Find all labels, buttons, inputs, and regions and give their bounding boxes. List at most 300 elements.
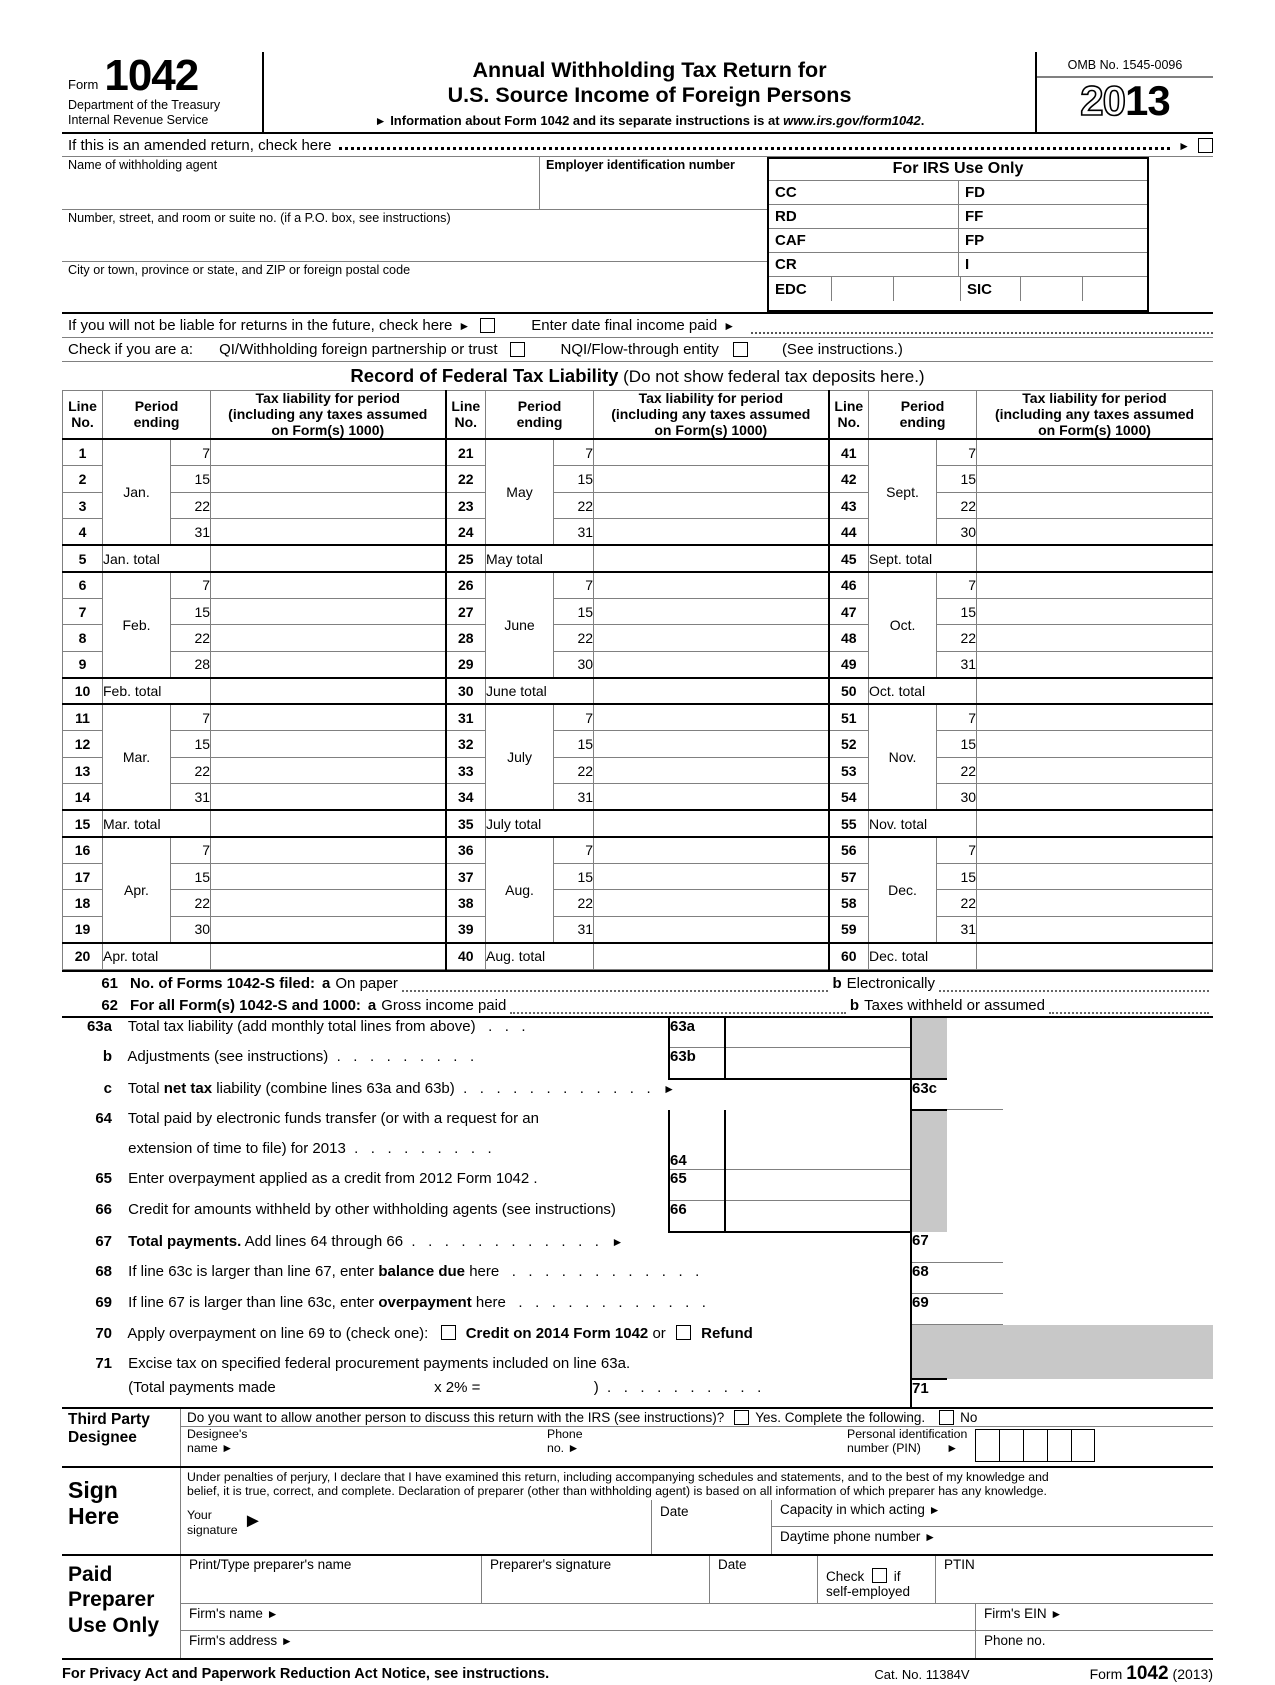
ein-field[interactable]: [539, 157, 767, 209]
line-number-cell: 7: [63, 598, 103, 625]
line-number-cell: 4: [63, 519, 103, 546]
future-liability-checkbox[interactable]: [480, 318, 495, 333]
pin-box[interactable]: [975, 1429, 999, 1462]
form-identity-block: [62, 52, 262, 132]
line-66-text: Credit for amounts withheld by other withholding agents (see instructions): [128, 1200, 616, 1218]
pin-box[interactable]: [999, 1429, 1023, 1462]
irs-sic-cell-2[interactable]: [1082, 277, 1147, 301]
monthly-total-input[interactable]: [977, 810, 1213, 837]
line-65-amount-input[interactable]: [725, 1170, 911, 1201]
tax-liability-input[interactable]: [211, 598, 446, 625]
preparer-label-line-1: Paid: [68, 1563, 113, 1587]
empty-cell: [1003, 1379, 1213, 1407]
paid-preparer-section: [62, 1554, 1213, 1658]
preparer-print-name-field[interactable]: [181, 1556, 481, 1603]
line-64-label-cell-1: [62, 1110, 669, 1140]
shaded-cell: [947, 1355, 1213, 1379]
month-cell: May: [486, 439, 554, 545]
line-63c-label-cell: [62, 1079, 911, 1110]
line-69-row: [62, 1294, 1213, 1325]
line-63c-amount-input[interactable]: [947, 1079, 1003, 1110]
line-number-cell: 5: [63, 545, 103, 572]
tax-liability-input[interactable]: [977, 890, 1213, 917]
empty-cell: [1003, 1263, 1213, 1294]
line-63c-row: [62, 1079, 1213, 1110]
tax-liability-input[interactable]: [594, 598, 829, 625]
withholding-agent-name-label: Name of withholding agent: [68, 158, 218, 173]
line-61a-marker: a: [322, 974, 331, 992]
arrow-right-icon: ►: [611, 1234, 624, 1249]
monthly-total-input[interactable]: [211, 678, 446, 705]
tax-liability-input[interactable]: [977, 731, 1213, 758]
line-number-cell: 12: [63, 731, 103, 758]
line-number-cell: 44: [829, 519, 869, 546]
line-63b-box-label: 63b: [669, 1048, 725, 1079]
ein-label: Employer identification number: [546, 158, 735, 173]
line-68-box-label: 68: [911, 1263, 947, 1294]
tax-liability-input[interactable]: [594, 439, 829, 466]
irs-sic-cell-1[interactable]: [1020, 277, 1082, 301]
line-number-cell: 23: [446, 492, 486, 519]
firm-name-field[interactable]: [181, 1604, 975, 1630]
final-income-date-input[interactable]: [751, 322, 1213, 334]
month-total-label: Sept. total: [869, 545, 977, 572]
tax-liability-input[interactable]: [977, 784, 1213, 811]
tax-liability-input[interactable]: [977, 572, 1213, 599]
tax-liability-input[interactable]: [211, 890, 446, 917]
irs-edc-cell-1[interactable]: [831, 277, 893, 301]
tax-liability-input[interactable]: [211, 439, 446, 466]
irs-row-caf-fp: [769, 229, 1147, 253]
line-number-cell: 17: [63, 863, 103, 890]
tax-liability-input[interactable]: [211, 784, 446, 811]
third-party-no-checkbox[interactable]: [939, 1410, 954, 1425]
pin-box[interactable]: [1071, 1429, 1095, 1462]
tax-liability-input[interactable]: [594, 890, 829, 917]
arrow-right-icon: ►: [924, 1530, 936, 1545]
tax-liability-input[interactable]: [211, 651, 446, 678]
preparer-print-name-label: Print/Type preparer's name: [189, 1557, 352, 1573]
line-67-bold: Total payments.: [128, 1232, 242, 1250]
footer-form-number: 1042: [1126, 1663, 1169, 1685]
tax-liability-input[interactable]: [594, 837, 829, 864]
sign-here-section: [62, 1466, 1213, 1555]
street-field[interactable]: [62, 210, 767, 262]
tax-liability-input[interactable]: [211, 572, 446, 599]
line-number-cell: 59: [829, 916, 869, 943]
tax-liability-input[interactable]: [211, 731, 446, 758]
self-employed-label: self-employed: [826, 1584, 911, 1600]
tax-liability-input[interactable]: [594, 731, 829, 758]
month-total-label: Aug. total: [486, 943, 594, 970]
tax-liability-input[interactable]: [594, 916, 829, 943]
paid-preparer-body: [180, 1556, 1213, 1658]
tax-liability-input[interactable]: [977, 519, 1213, 546]
month-cell: Nov.: [869, 704, 937, 810]
empty-cell: [1003, 1170, 1213, 1201]
month-total-label: Nov. total: [869, 810, 977, 837]
irs-row-edc-sic: [769, 277, 1147, 301]
line-70-label-cell: [62, 1325, 911, 1355]
irs-row-cr-i: [769, 253, 1147, 277]
tax-liability-input[interactable]: [594, 704, 829, 731]
line-71-paren: ): [593, 1378, 599, 1396]
arrow-right-icon: ►: [723, 318, 736, 333]
day-cell: 31: [554, 519, 594, 546]
line-66-number: 66: [95, 1200, 112, 1218]
city-field[interactable]: [62, 262, 767, 312]
table-total-row: [63, 545, 1213, 572]
tax-liability-input[interactable]: [594, 519, 829, 546]
line-number-cell: 56: [829, 837, 869, 864]
designee-name-field[interactable]: [181, 1427, 543, 1466]
day-cell: 7: [937, 704, 977, 731]
sign-date-field[interactable]: [651, 1500, 771, 1554]
arrow-right-icon: ►: [567, 1441, 580, 1456]
footer-form-year: (2013): [1172, 1666, 1213, 1683]
line-68-number: 68: [95, 1262, 112, 1280]
line-62-number: 62: [101, 996, 118, 1014]
line-71-number: 71: [95, 1354, 112, 1372]
leader-dots: . . . . . . . . . .: [602, 1378, 762, 1396]
tax-liability-input[interactable]: [211, 837, 446, 864]
table-total-row: [63, 943, 1213, 970]
line-68-text-2: here: [465, 1262, 500, 1280]
self-employed-check-row: [826, 1568, 935, 1584]
entity-type-row: [62, 338, 1213, 362]
record-section-title: [62, 362, 1213, 390]
line-71-box-label: 71: [911, 1379, 947, 1407]
tax-liability-input[interactable]: [594, 492, 829, 519]
day-cell: 31: [554, 784, 594, 811]
empty-cell: [1003, 1017, 1213, 1048]
line-63a-row: [62, 1017, 1213, 1048]
tax-liability-input[interactable]: [977, 704, 1213, 731]
tax-liability-input[interactable]: [594, 863, 829, 890]
tax-liability-input[interactable]: [977, 757, 1213, 784]
nqi-label: NQI/Flow-through entity: [560, 341, 719, 359]
line-62a-label: Gross income paid: [381, 996, 507, 1014]
name-ein-row: [62, 157, 767, 210]
col-header-tax-liability: Tax liability for period (including any taxes assumed on Form(s) 1000): [594, 391, 829, 440]
line-65-row: [62, 1170, 1213, 1201]
form-number: 1042: [104, 51, 199, 100]
tax-liability-input[interactable]: [211, 863, 446, 890]
designee-pin-boxes[interactable]: [975, 1429, 1095, 1462]
line-70-credit-label: Credit on 2014 Form 1042: [465, 1324, 649, 1342]
designee-phone-field[interactable]: [543, 1427, 843, 1466]
line-61b-input[interactable]: [939, 978, 1209, 992]
line-69-amount-input[interactable]: [947, 1294, 1003, 1325]
line-63c-text-1: Total: [127, 1079, 164, 1097]
line-63b-text: Adjustments (see instructions): [127, 1047, 329, 1065]
line-66-label-cell: [62, 1201, 669, 1232]
day-cell: 31: [554, 916, 594, 943]
street-label: Number, street, and room or suite no. (if a P.O. box, see instructions): [68, 211, 451, 226]
line-64-box-label: 64: [669, 1140, 725, 1170]
line-61a-input[interactable]: [402, 978, 829, 992]
line-62b-input[interactable]: [1049, 1000, 1209, 1014]
address-column: [62, 157, 767, 312]
leader-dots: . . . . . . . . . . . .: [458, 1079, 659, 1097]
preparer-top-row: [181, 1556, 1213, 1604]
day-cell: 7: [171, 704, 211, 731]
day-cell: 15: [554, 731, 594, 758]
monthly-total-input[interactable]: [594, 678, 829, 705]
line-71-row-a: [62, 1355, 1213, 1379]
col-header-line-no: Line No.: [63, 391, 103, 440]
line-number-cell: 8: [63, 625, 103, 652]
form-word-label: Form: [68, 77, 99, 93]
irs-use-only-box: [767, 157, 1149, 312]
month-cell: Mar.: [103, 704, 171, 810]
line-64-row-a: [62, 1110, 1213, 1140]
month-total-label: Oct. total: [869, 678, 977, 705]
monthly-total-input[interactable]: [594, 545, 829, 572]
tax-year-suffix: 13: [1125, 77, 1170, 124]
arrow-right-icon: ►: [458, 318, 471, 333]
table-row: [63, 863, 1213, 890]
line-71-label-cell-1: [62, 1355, 911, 1379]
third-party-no-label: No: [960, 1409, 978, 1425]
tax-liability-input[interactable]: [211, 916, 446, 943]
day-cell: 22: [554, 757, 594, 784]
day-cell: 30: [171, 916, 211, 943]
tax-liability-input[interactable]: [211, 519, 446, 546]
tax-liability-input[interactable]: [977, 466, 1213, 493]
shaded-cell: [911, 1110, 947, 1140]
preparer-signature-field[interactable]: [481, 1556, 709, 1603]
shaded-cell: [911, 1201, 947, 1232]
line-62b-label: Taxes withheld or assumed: [864, 996, 1045, 1014]
day-cell: 7: [937, 837, 977, 864]
month-cell: Dec.: [869, 837, 937, 943]
empty-cell: [947, 1017, 1003, 1048]
day-cell: 31: [171, 519, 211, 546]
nqi-checkbox[interactable]: [733, 342, 748, 357]
line-69-number: 69: [95, 1293, 112, 1311]
day-cell: 22: [171, 625, 211, 652]
tax-year: [1037, 78, 1213, 122]
table-row: [63, 731, 1213, 758]
line-65-number: 65: [95, 1169, 112, 1187]
shaded-cell: [911, 1140, 947, 1170]
monthly-total-input[interactable]: [977, 678, 1213, 705]
tax-liability-input[interactable]: [977, 651, 1213, 678]
line-63a-amount-input[interactable]: [725, 1017, 911, 1048]
day-cell: 7: [171, 837, 211, 864]
tax-liability-input[interactable]: [594, 784, 829, 811]
line-number-cell: 11: [63, 704, 103, 731]
third-party-body: [180, 1409, 1213, 1466]
table-row: [63, 598, 1213, 625]
daytime-phone-label: Daytime phone number: [780, 1529, 921, 1545]
monthly-total-input[interactable]: [594, 943, 829, 970]
irs-code-fd: FD: [958, 181, 1147, 204]
line-number-cell: 58: [829, 890, 869, 917]
col-header-tax-liability: Tax liability for period (including any taxes assumed on Form(s) 1000): [211, 391, 446, 440]
col-header-tax-liability: Tax liability for period (including any taxes assumed on Form(s) 1000): [977, 391, 1213, 440]
your-signature-label-2: signature: [187, 1522, 238, 1537]
tax-liability-input[interactable]: [594, 572, 829, 599]
tax-liability-input[interactable]: [977, 863, 1213, 890]
pin-box[interactable]: [1023, 1429, 1047, 1462]
tax-liability-input[interactable]: [977, 492, 1213, 519]
line-69-text-1: If line 67 is larger than line 63c, enter: [128, 1293, 379, 1311]
tax-liability-input[interactable]: [211, 492, 446, 519]
line-68-amount-input[interactable]: [947, 1263, 1003, 1294]
tax-liability-input[interactable]: [594, 625, 829, 652]
monthly-total-input[interactable]: [211, 810, 446, 837]
tax-liability-input[interactable]: [211, 757, 446, 784]
empty-cell: [947, 1048, 1003, 1079]
firm-name-row: [181, 1604, 1213, 1631]
monthly-total-input[interactable]: [594, 810, 829, 837]
qi-checkbox[interactable]: [510, 342, 525, 357]
day-cell: 31: [937, 916, 977, 943]
day-cell: 15: [937, 863, 977, 890]
line-63c-text-2: liability (combine lines 63a and 63b): [212, 1079, 455, 1097]
table-row: [63, 519, 1213, 546]
firm-address-field[interactable]: [181, 1631, 975, 1658]
future-liability-row: [62, 312, 1213, 338]
third-party-question-row: [181, 1409, 1213, 1426]
omb-year-block: [1037, 52, 1213, 132]
line-number-cell: 2: [63, 466, 103, 493]
monthly-total-input[interactable]: [211, 545, 446, 572]
capacity-field[interactable]: [772, 1500, 1213, 1527]
tax-liability-input[interactable]: [977, 625, 1213, 652]
month-cell: July: [486, 704, 554, 810]
preparer-ptin-field[interactable]: [935, 1556, 1213, 1603]
final-income-date-label: Enter date final income paid: [531, 317, 718, 335]
firm-phone-field[interactable]: [975, 1631, 1213, 1658]
self-employed-checkbox[interactable]: [872, 1568, 887, 1583]
monthly-total-input[interactable]: [977, 943, 1213, 970]
tax-liability-input[interactable]: [211, 625, 446, 652]
tax-liability-input[interactable]: [977, 916, 1213, 943]
tax-liability-input[interactable]: [977, 837, 1213, 864]
tax-liability-input[interactable]: [594, 466, 829, 493]
tax-liability-input[interactable]: [594, 651, 829, 678]
preparer-signature-label: Preparer's signature: [490, 1557, 612, 1573]
tax-liability-table: [62, 390, 1213, 970]
table-row: [63, 916, 1213, 943]
month-total-label: Dec. total: [869, 943, 977, 970]
day-cell: 7: [554, 704, 594, 731]
line-number-cell: 47: [829, 598, 869, 625]
line-67-row: [62, 1232, 1213, 1263]
amended-return-checkbox[interactable]: [1198, 138, 1213, 153]
monthly-total-input[interactable]: [211, 943, 446, 970]
instructions-url[interactable]: www.irs.gov/form1042: [783, 113, 921, 129]
day-cell: 22: [937, 890, 977, 917]
daytime-phone-field[interactable]: [772, 1527, 1213, 1544]
day-cell: 22: [171, 757, 211, 784]
day-cell: 22: [171, 492, 211, 519]
line-number-cell: 27: [446, 598, 486, 625]
catalog-number: Cat. No. 11384V: [874, 1666, 970, 1682]
designee-phone-label-1: Phone: [547, 1426, 583, 1441]
third-party-yes-checkbox[interactable]: [734, 1410, 749, 1425]
line-number-cell: 30: [446, 678, 486, 705]
line-62b-marker: b: [849, 996, 860, 1014]
leader-dots: . . . . . . . . .: [349, 1139, 492, 1157]
line-63c-bold: net tax: [163, 1079, 213, 1097]
table-row: [63, 466, 1213, 493]
line-63a-text: Total tax liability (add monthly total lines from above): [127, 1017, 476, 1035]
line-number-cell: 14: [63, 784, 103, 811]
table-row: [63, 784, 1213, 811]
tax-liability-input[interactable]: [211, 704, 446, 731]
line-number-cell: 51: [829, 704, 869, 731]
monthly-total-input[interactable]: [977, 545, 1213, 572]
line-64-box-spacer: [669, 1110, 725, 1140]
leader-dots: . . . . . . . . .: [332, 1047, 475, 1065]
table-row: [63, 492, 1213, 519]
shaded-cell: [911, 1017, 947, 1048]
form-instructions-note: ► Information about Form 1042 and its separate instructions is at www.irs.gov/form1042.: [374, 113, 925, 129]
tax-liability-input[interactable]: [977, 598, 1213, 625]
irs-row-cc-fd: [769, 181, 1147, 205]
table-row: [63, 704, 1213, 731]
month-cell: June: [486, 572, 554, 678]
irs-code-caf: CAF: [775, 232, 806, 250]
tax-liability-body: [63, 439, 1213, 969]
line-70-credit-checkbox[interactable]: [441, 1325, 456, 1340]
arrow-right-icon: ►: [374, 114, 387, 129]
pin-box[interactable]: [1047, 1429, 1071, 1462]
firm-address-row: [181, 1631, 1213, 1658]
line-62a-input[interactable]: [510, 1000, 846, 1014]
sign-date-label: Date: [660, 1504, 689, 1520]
irs-code-sic: SIC: [960, 277, 1020, 301]
line-63b-amount-input[interactable]: [725, 1048, 911, 1079]
table-row: [63, 572, 1213, 599]
preparer-date-field[interactable]: [709, 1556, 817, 1603]
arrow-right-icon: ►: [663, 1081, 676, 1096]
line-64-label-cell-2: [62, 1140, 669, 1170]
month-total-label: July total: [486, 810, 594, 837]
third-party-yes-label: Yes. Complete the following.: [755, 1409, 926, 1425]
third-party-designee-label: [62, 1409, 180, 1466]
day-cell: 22: [937, 625, 977, 652]
your-signature-field[interactable]: [181, 1500, 651, 1554]
line-number-cell: 54: [829, 784, 869, 811]
tax-liability-input[interactable]: [977, 439, 1213, 466]
tax-liability-input[interactable]: [594, 757, 829, 784]
line-number-cell: 31: [446, 704, 486, 731]
line-64-text-1: Total paid by electronic funds transfer (or with a request for an: [127, 1109, 539, 1127]
tax-liability-input[interactable]: [211, 466, 446, 493]
line-66-amount-input[interactable]: [725, 1201, 911, 1232]
irs-edc-cell-2[interactable]: [893, 277, 960, 301]
table-row: [63, 757, 1213, 784]
withholding-agent-name-field[interactable]: [62, 157, 539, 209]
line-64-amount-input[interactable]: [725, 1140, 911, 1170]
line-71-amount-input[interactable]: [947, 1379, 1003, 1407]
your-signature-label-1: Your: [187, 1508, 212, 1523]
arrow-right-icon: ►: [1050, 1607, 1063, 1622]
if-label: if: [893, 1569, 901, 1585]
line-67-amount-input[interactable]: [947, 1232, 1003, 1263]
form-title-block: [262, 52, 1037, 132]
firm-ein-field[interactable]: [975, 1604, 1213, 1630]
third-party-label-line-2: Designee: [68, 1428, 137, 1446]
designee-pin-label-2: number (PIN) ►: [847, 1441, 959, 1456]
irs-code-fp: FP: [958, 229, 1147, 252]
line-70-refund-checkbox[interactable]: [676, 1325, 691, 1340]
